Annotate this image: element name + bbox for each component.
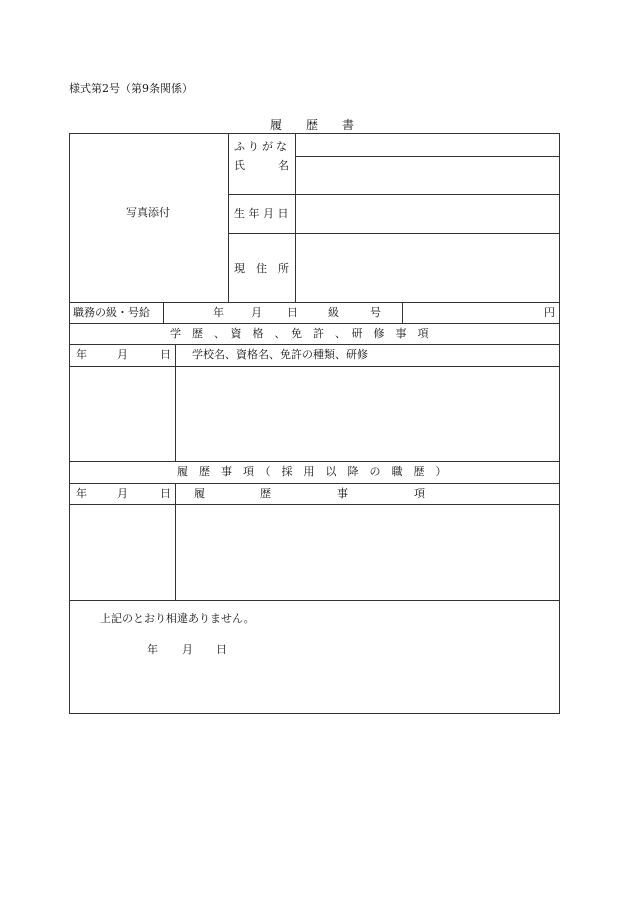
education-colheader-top (69, 344, 560, 345)
address-label: 現 住 所 (234, 262, 289, 275)
photo-divider (228, 134, 229, 302)
certification-month: 月 (182, 643, 193, 656)
name-label: 氏 名 (234, 159, 289, 172)
rank-label: 職務の級・号給 (73, 306, 150, 319)
education-col-year: 年 (76, 348, 87, 361)
furigana-field[interactable] (296, 134, 560, 156)
certification-day: 日 (216, 643, 227, 656)
rank-yen-divider (402, 302, 403, 323)
education-content-field[interactable] (176, 367, 560, 461)
career-colheader-top (69, 483, 560, 484)
education-col-content: 学校名、資格名、免許の種類、研修 (192, 348, 368, 361)
photo-attach-label: 写真添付 (126, 206, 170, 219)
rank-row-top (69, 302, 560, 303)
form-number-label: 様式第2号（第9条関係） (69, 82, 193, 95)
certification-year: 年 (147, 643, 158, 656)
education-heading-top (69, 323, 560, 324)
birthdate-label: 生 年 月 日 (234, 207, 289, 220)
certification-top (69, 600, 560, 601)
career-col-content: 履 歴 事 項 (194, 487, 425, 500)
career-heading-top (69, 461, 560, 462)
education-col-day: 日 (160, 348, 171, 361)
name-field[interactable] (296, 157, 560, 194)
career-col-year: 年 (76, 487, 87, 500)
rank-number-label: 号 (370, 306, 381, 319)
document-title: 履 歴 書 (270, 118, 355, 132)
career-col-day: 日 (160, 487, 171, 500)
rank-month-label: 月 (251, 306, 262, 319)
career-content-field[interactable] (176, 505, 560, 600)
rank-year-label: 年 (213, 306, 224, 319)
career-col-month: 月 (117, 487, 128, 500)
rank-label-divider (163, 302, 164, 323)
address-field[interactable] (296, 234, 560, 302)
birthdate-field[interactable] (296, 195, 560, 233)
certification-statement: 上記のとおり相違ありません。 (100, 612, 255, 625)
furigana-label: ふりがな (234, 140, 290, 153)
career-date-field[interactable] (70, 505, 175, 600)
education-date-field[interactable] (70, 367, 175, 461)
education-col-month: 月 (117, 348, 128, 361)
rank-day-label: 日 (287, 306, 298, 319)
education-heading: 学 歴 、 資 格 、 免 許 、 研 修 事 項 (170, 327, 429, 340)
rank-grade-label: 級 (328, 306, 339, 319)
rank-yen-label: 円 (544, 306, 555, 319)
career-heading: 履 歴 事 項 （ 採 用 以 降 の 職 歴 ） (177, 465, 447, 478)
